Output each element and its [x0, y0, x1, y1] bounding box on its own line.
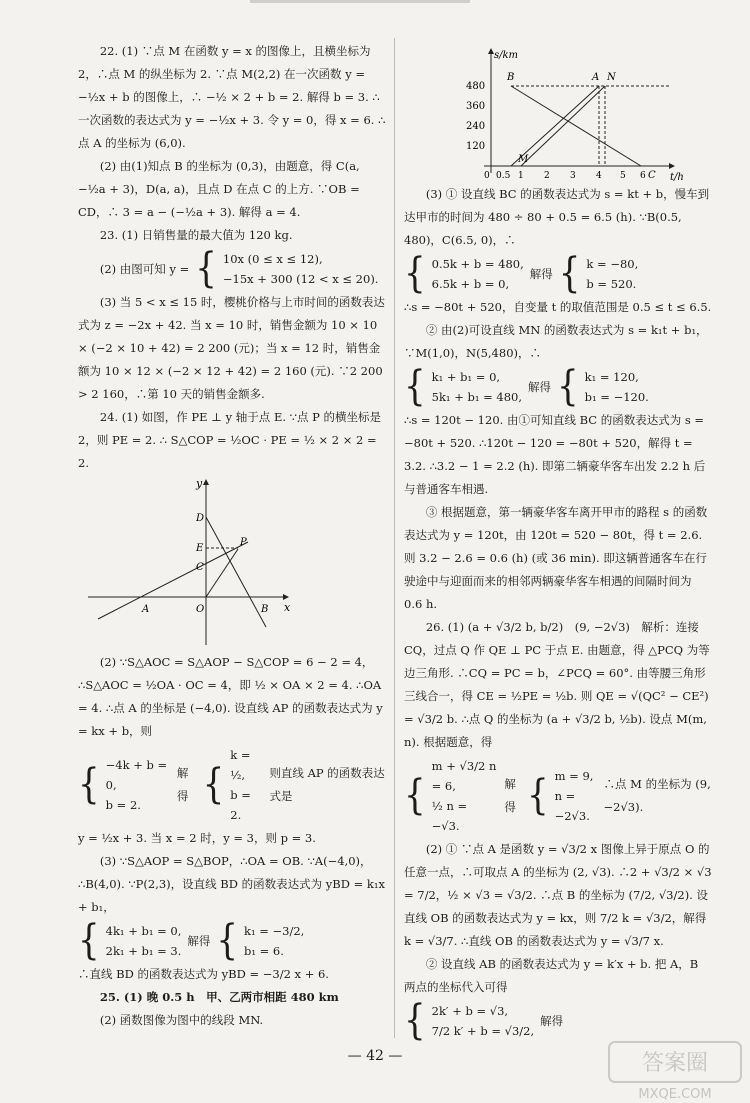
fig2-y-label: y	[196, 477, 203, 490]
q24-part1: 24. (1) 如图，作 PE ⊥ y 轴于点 E. ∵点 P 的横坐标是 2，则 PE = 2. ∴ S△COP = ½OC · PE = ½ × 2 × 2 = 2.	[78, 410, 382, 470]
fig1-ytick-360: 360	[466, 101, 486, 112]
q25-part5: ③ 根据题意，第一辆豪华客车离开甲市的路程 s 的函数表达式为 y = 120t，由 120t = 520 − 80t，得 t = 2.6. 则 3.2 − 2.6 = 0.6 (h) (或 36 min). 即这辆普通客车在行驶途中与迎面而来的相邻两辆豪华客车相遇的间隔时间为 0.6 h.	[404, 505, 708, 611]
q23-part1: 23. (1) 日销售量的最大值为 120 kg.	[99, 228, 293, 242]
q25-part1: 25. (1) 晚 0.5 h 甲、乙两市相距 480 km	[99, 990, 339, 1004]
fig2-label-A: A	[142, 604, 150, 615]
q24-part4: (3) ∵S△AOP = S△BOP，∴OA = OB. ∵A(−4,0)，∴B(4,0). ∵P(2,3)，设直线 BD 的函数表达式为 yBD = k₁x + b₁，	[78, 854, 385, 914]
fig2-label-E: E	[196, 543, 204, 554]
fig1-ytick-480: 480	[466, 81, 486, 92]
fig2-label-B: B	[261, 604, 269, 615]
fig2-label-P: P	[240, 537, 247, 548]
q24-part2: (2) ∵S△AOC = S△AOP − S△COP = 6 − 2 = 4，∴S△AOC = ½OA · OC = 4，即 ½ × OA × 2 = 4. ∴OA = 4. ∴点 A 的坐标是 (−4,0). 设直线 AP 的函数表达式为 y = kx + b，则	[78, 655, 383, 738]
q24-part3: y = ½x + 3. 当 x = 2 时，y = 3，则 p = 3.	[78, 831, 316, 845]
q26-part3: ② 设直线 AB 的函数表达式为 y = k′x + b. 把 A，B 两点的坐标代入可得	[404, 957, 699, 994]
q26-part1: 26. (1) (a + √3/2 b, b/2) (9, −2√3) 解析：连接 CQ，过点 Q 作 QE ⊥ PC 于点 E. 由题意，得 △PCQ 为等边三角形. ∴CQ = PC = b，∠PCQ = 60°. 由等腰三角形三线合一，得 CE = ½PE = ½b. 则 QE = √(QC² − CE²) = √3/2 b. ∴点 Q 的坐标为 (a + √3/2 b, ½b). 设点 M(m, n). 根据题意，得	[404, 620, 710, 749]
right-column	[404, 48, 712, 1043]
fig2-x-label: x	[284, 601, 291, 614]
fig1-y-label: s/km	[494, 50, 519, 61]
q22-part1: 22. (1) ∵点 M 在函数 y = x 的图像上，且横坐标为 2，∴点 M 的纵坐标为 2. ∵点 M(2,2) 在一次函数 y = −½x + b 的图像上，∴ −½ × 2 + b = 2. 解得 b = 3. ∴一次函数的表达式为 y = −½x + 3. 令 y = 0，得 x = 6. ∴点 A 的坐标为 (6,0).	[78, 44, 386, 150]
column-divider	[394, 38, 395, 1038]
left-column	[78, 40, 388, 1032]
watermark-logo	[605, 1038, 745, 1103]
q26-system1: { m + √3/2 n = 6, ½ n = −√3. 解得 { m = 9, n = −2√3. ∴点 M 的坐标为 (9, −2√3).	[404, 759, 711, 833]
fig1-xtick-1: 1	[518, 171, 524, 181]
fig2-label-O: O	[196, 604, 205, 615]
q23-system: (2) 由图可知 y = { 10x (0 ≤ x ≤ 12), −15x + 300 (12 < x ≤ 20).	[99, 245, 379, 293]
q25-system2: { k₁ + b₁ = 0, 5k₁ + b₁ = 480, 解得 { k₁ = 120, b₁ = −120.	[404, 363, 649, 411]
q25-part3b: ∴s = −80t + 520，自变量 t 的取值范围是 0.5 ≤ t ≤ 6.5.	[404, 300, 712, 314]
q24-figure	[78, 477, 388, 647]
q24-system1: { −4k + b = 0, b = 2. 解得 { k = ½, b = 2. 则直线 AP 的函数表达式是	[78, 748, 385, 822]
fig2-label-C: C	[196, 562, 204, 573]
q26-part2: (2) ① ∵点 A 是函数 y = √3/2 x 图像上异于原点 O 的任意一点，∴可取点 A 的坐标为 (2, √3). ∴2 + √3/2 × √3 = 7/2，½ × √3 = √3/2. ∴点 B 的坐标为 (7/2, √3/2). 设直线 OB 的函数表达式为 y = kx，则 7/2 k = √3/2，解得 k = √3/7. ∴直线 OB 的函数表达式为 y = √3/7 x.	[404, 842, 712, 948]
q25-part4: ② 由(2)可设直线 MN 的函数表达式为 s = k₁t + b₁，∵M(1,0)，N(5,480)，∴	[404, 323, 708, 360]
fig1-label-C: C	[648, 170, 656, 181]
q24-system2: { 4k₁ + b₁ = 0, 2k₁ + b₁ = 3. 解得 { k₁ = −3/2, b₁ = 6.	[78, 917, 305, 965]
fig1-x-label: t/h	[670, 172, 684, 183]
fig1-xtick-0: 0	[484, 171, 490, 181]
top-rule	[250, 0, 470, 3]
q25-part3: (3) ① 设直线 BC 的函数表达式为 s = kt + b，慢车到达甲市的时间为 480 ÷ 80 + 0.5 = 6.5 (h). ∵B(0.5, 480)，C(6.5, 0)，∴	[404, 187, 710, 247]
q25-graph	[444, 48, 684, 183]
page-number: — 42 —	[347, 1048, 403, 1064]
fig1-xtick-5: 5	[620, 171, 626, 181]
q26-system2: { 2k′ + b = √3, 7/2 k′ + b = √3/2, 解得	[404, 997, 564, 1045]
fig2-label-D: D	[196, 513, 205, 524]
q24-part4b: ∴直线 BD 的函数表达式为 yBD = −3/2 x + 6.	[78, 967, 329, 981]
fig1-label-A: A	[592, 72, 600, 83]
q25-part2: (2) 函数图像为图中的线段 MN.	[99, 1013, 264, 1027]
q25-part4b: ∴s = 120t − 120. 由①可知直线 BC 的函数表达式为 s = −80t + 520. ∴120t − 120 = −80t + 520，解得 t = 3.2. ∴3.2 − 1 = 2.2 (h). 即第二辆豪华客车出发 2.2 h 后与普通客车相遇.	[404, 413, 706, 496]
fig1-ytick-120: 120	[466, 141, 486, 152]
fig1-label-B: B	[507, 72, 515, 83]
fig1-xtick-2: 2	[544, 171, 550, 181]
fig1-xtick-3: 3	[570, 171, 576, 181]
q23-part3: (3) 当 5 < x ≤ 15 时，樱桃价格与上市时间的函数表达式为 z = −2x + 42. 当 x = 10 时，销售金额为 10 × 10 × (−2 × 10 + 42) = 2 200 (元)；当 x = 12 时，销售金额为 10 × 12 × (−2 × 12 + 42) = 2 160 (元). ∵2 200 > 2 160，∴第 10 天的销售金额多.	[78, 295, 385, 401]
fig1-xtick-05: 0.5	[496, 171, 511, 181]
fig1-xtick-4: 4	[596, 171, 602, 181]
q25-system1: { 0.5k + b = 480, 6.5k + b = 0, 解得 { k = −80, b = 520.	[404, 250, 639, 298]
svg-text:MXQE.COM: MXQE.COM	[638, 1087, 712, 1102]
fig1-label-M: M	[518, 154, 529, 165]
fig1-ytick-240: 240	[466, 121, 486, 132]
q22-part2: (2) 由(1)知点 B 的坐标为 (0,3)，由题意，得 C(a, −½a + 3)，D(a, a)，且点 D 在点 C 的上方. ∵OB = CD，∴ 3 = a − (−½a + 3). 解得 a = 4.	[78, 159, 360, 219]
fig1-xtick-6: 6	[640, 171, 646, 181]
svg-text:答案圈: 答案圈	[641, 1051, 709, 1076]
fig1-label-N: N	[607, 72, 616, 83]
